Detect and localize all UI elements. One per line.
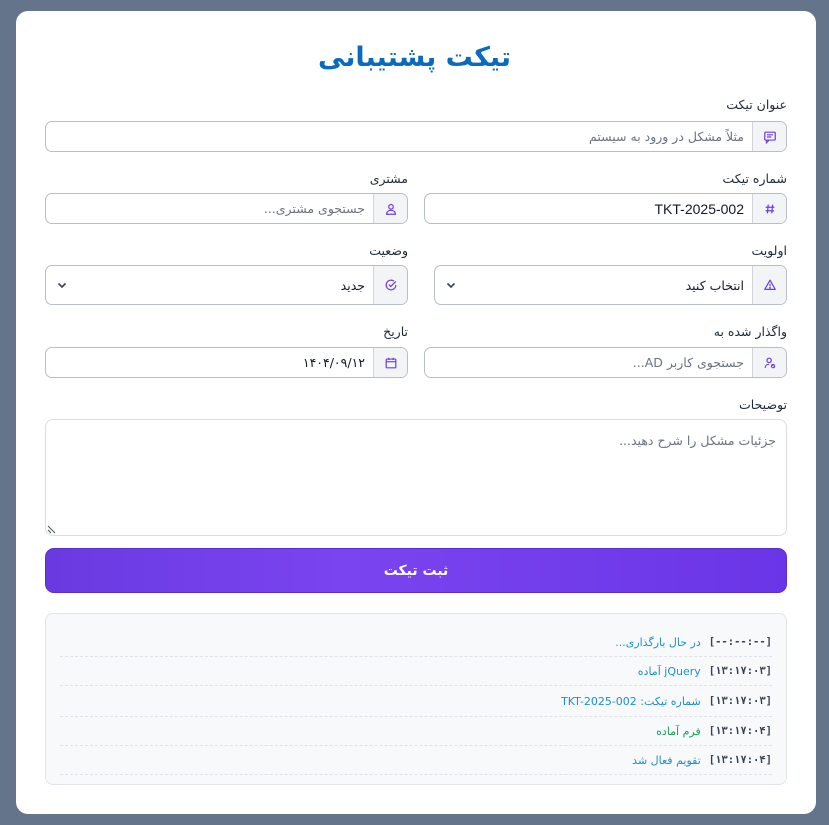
log-entry bbox=[60, 746, 772, 775]
status-selected-text: جدید bbox=[340, 277, 365, 293]
log-message: تقویم فعال شد bbox=[632, 753, 701, 767]
subject-field[interactable] bbox=[45, 121, 787, 152]
activity-log bbox=[45, 613, 787, 785]
customer-search-input[interactable]: جستجوی مشتری... bbox=[263, 201, 365, 216]
calendar-icon bbox=[373, 348, 407, 377]
chevron-down-icon bbox=[56, 279, 68, 291]
assigned-to-label: واگذار شده به bbox=[713, 324, 787, 339]
priority-select-value[interactable] bbox=[435, 266, 752, 304]
customer-field[interactable] bbox=[45, 193, 408, 224]
page-title: تیکت پشتیبانی bbox=[317, 42, 512, 73]
customer-label: مشتری bbox=[369, 171, 408, 186]
check-circle-icon bbox=[373, 266, 407, 304]
log-entry bbox=[60, 657, 772, 686]
user-check-icon bbox=[752, 348, 786, 377]
log-message: شماره تیکت: TKT-2025-002 bbox=[561, 694, 701, 708]
priority-select[interactable] bbox=[434, 265, 787, 305]
assigned-user-search-input[interactable]: جستجوی کاربر AD... bbox=[632, 355, 744, 370]
description-label: توضیحات bbox=[739, 397, 787, 412]
ticket-number-input[interactable]: TKT-2025-002 bbox=[654, 200, 744, 217]
log-entry bbox=[60, 628, 772, 657]
date-field[interactable] bbox=[45, 347, 408, 378]
log-timestamp: [۱۳:۱۷:۰۳] bbox=[708, 695, 772, 707]
date-input[interactable]: ۱۴۰۴/۰۹/۱۲ bbox=[302, 355, 365, 370]
log-timestamp: [۱۳:۱۷:۰۴] bbox=[708, 725, 772, 737]
resize-handle-icon[interactable] bbox=[47, 525, 56, 534]
message-icon bbox=[752, 122, 786, 151]
chevron-down-icon bbox=[445, 279, 457, 291]
warning-icon bbox=[752, 266, 786, 304]
priority-selected-text: انتخاب کنید bbox=[685, 277, 744, 293]
subject-label: عنوان تیکت bbox=[726, 97, 787, 112]
description-textarea[interactable] bbox=[45, 419, 787, 536]
date-label: تاریخ bbox=[383, 324, 408, 339]
hash-icon bbox=[752, 194, 786, 223]
user-icon bbox=[373, 194, 407, 223]
status-label: وضعیت bbox=[369, 243, 408, 258]
assigned-to-field[interactable] bbox=[424, 347, 787, 378]
log-message: jQuery آماده bbox=[637, 664, 701, 678]
status-select-value[interactable] bbox=[46, 266, 373, 304]
priority-label: اولویت bbox=[751, 243, 787, 258]
log-entry bbox=[60, 717, 772, 746]
submit-ticket-button[interactable]: ثبت تیکت bbox=[45, 548, 787, 593]
log-timestamp: [--:--:--] bbox=[708, 636, 772, 648]
log-entry bbox=[60, 686, 772, 717]
subject-input[interactable]: مثلاً مشکل در ورود به سیستم bbox=[589, 129, 744, 144]
ticket-number-field[interactable] bbox=[424, 193, 787, 224]
log-timestamp: [۱۳:۱۷:۰۴] bbox=[708, 754, 772, 766]
description-placeholder: جزئیات مشکل را شرح دهید... bbox=[619, 433, 776, 448]
log-message: فرم آماده bbox=[656, 724, 701, 738]
log-message: در حال بارگذاری... bbox=[615, 635, 701, 649]
ticket-number-label: شماره تیکت bbox=[722, 171, 787, 186]
status-select[interactable] bbox=[45, 265, 408, 305]
log-timestamp: [۱۳:۱۷:۰۳] bbox=[708, 665, 772, 677]
